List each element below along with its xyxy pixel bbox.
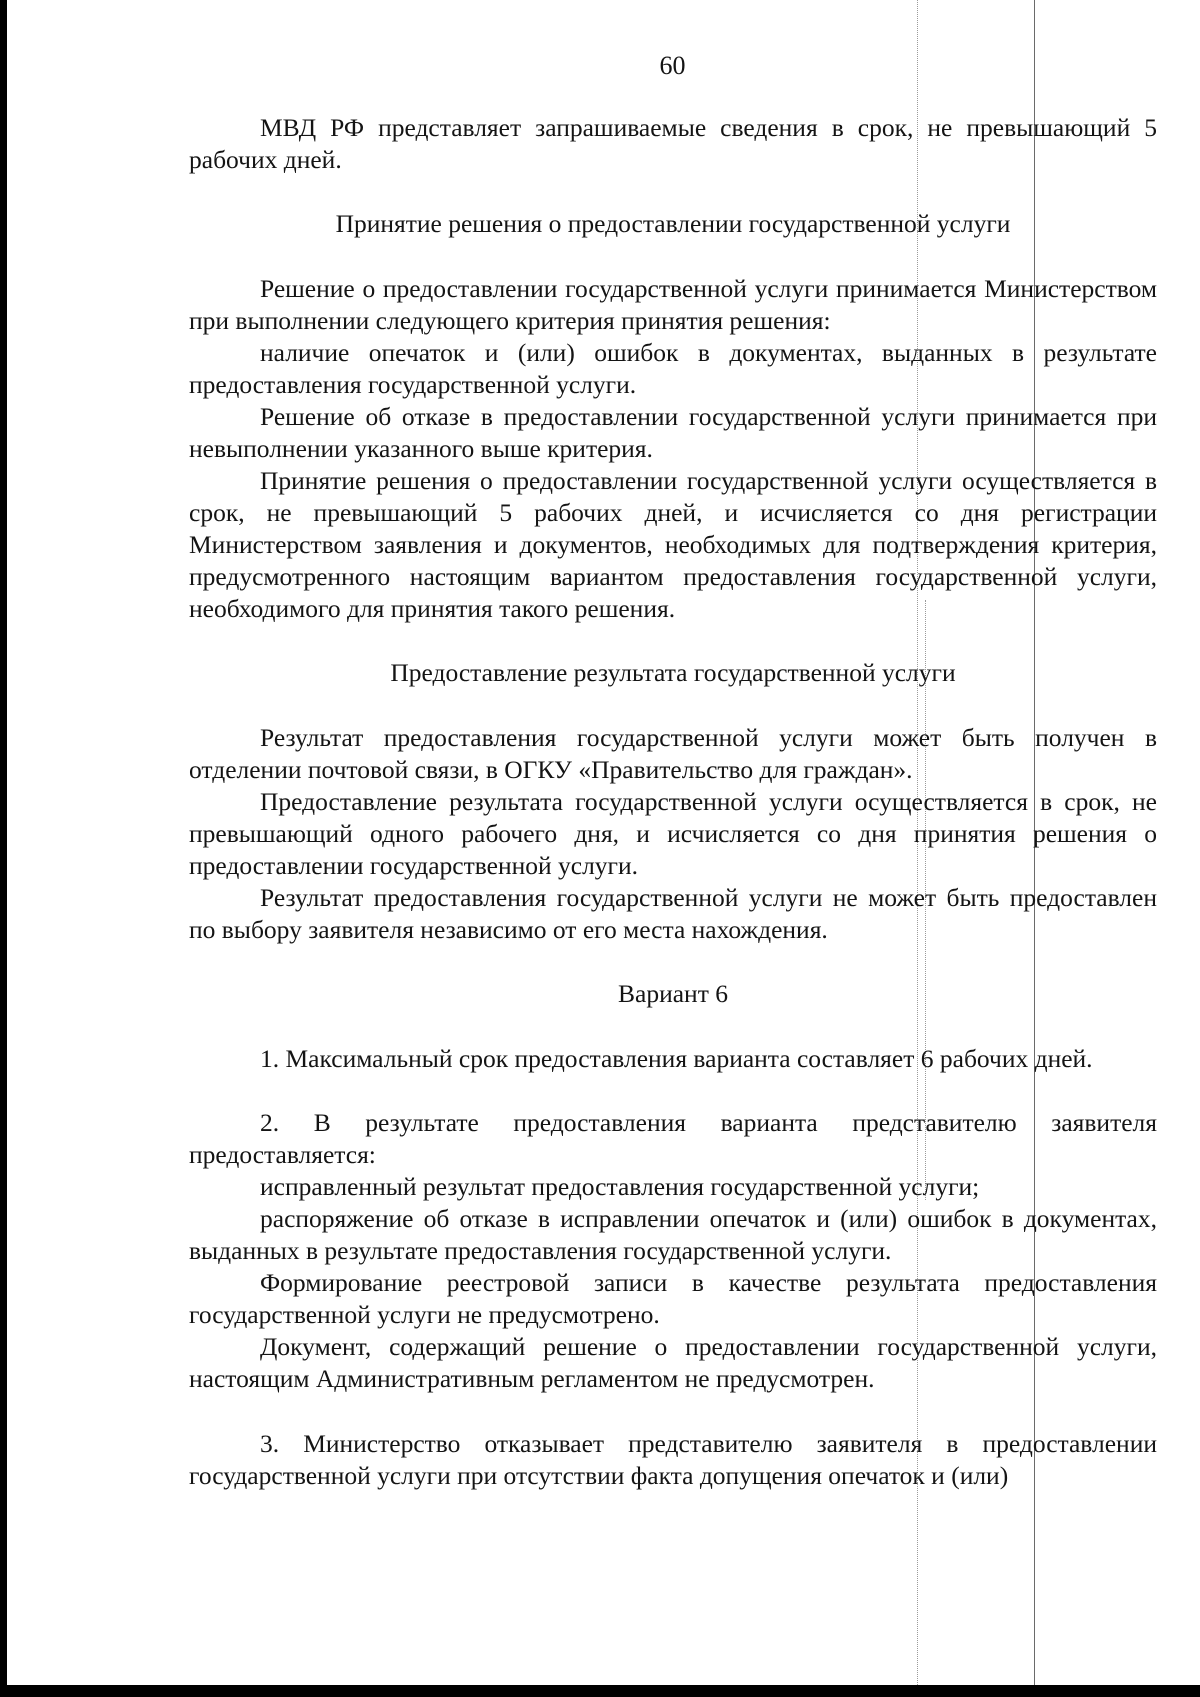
paragraph: Принятие решения о предоставлении государственной услуги осуществляется в срок, не превышающий 5 рабочих дней, и исчисляется со дня регистрации Министерством заявления и документов, необходимых для подтверждения критерия, предусмотренного настоящим вариантом предоставления государственной услуги, необходимого для принятия такого решения. — [189, 466, 1157, 623]
blank-line — [189, 1075, 1157, 1107]
blank-line — [189, 1010, 1157, 1043]
scan-border-left — [0, 0, 7, 1697]
section-heading: Принятие решения о предоставлении государственной услуги — [335, 209, 1011, 238]
paragraph: Результат предоставления государственной услуги может быть получен в отделении почтовой связи, в ОГКУ «Правительство для граждан». — [189, 723, 1157, 784]
paragraph: 3. Министерство отказывает представителю заявителя в предоставлении государственной услуги при отсутствии факта допущения опечаток и (или) — [189, 1429, 1157, 1490]
section-heading: Предоставление результата государственной услуги — [390, 658, 956, 687]
paragraph: 1. Максимальный срок предоставления варианта составляет 6 рабочих дней. — [260, 1044, 1093, 1073]
page-number: 60 — [659, 51, 686, 80]
paragraph: наличие опечаток и (или) ошибок в документах, выданных в результате предоставления государственной услуги. — [189, 338, 1157, 399]
blank-line — [189, 625, 1157, 657]
blank-line — [189, 176, 1157, 208]
paragraph: Результат предоставления государственной услуги не может быть предоставлен по выбору заявителя независимо от его места нахождения. — [189, 883, 1157, 944]
section-heading: Вариант 6 — [618, 979, 728, 1008]
blank-line — [189, 689, 1157, 722]
paragraph: распоряжение об отказе в исправлении опечаток и (или) ошибок в документах, выданных в результате предоставления государственной услуги. — [189, 1204, 1157, 1265]
scan-border-bottom — [0, 1685, 1200, 1697]
paragraph: Предоставление результата государственной услуги осуществляется в срок, не превышающий одного рабочего дня, и исчисляется со дня принятия решения о предоставлении государственной услуги. — [189, 787, 1157, 880]
paragraph: МВД РФ представляет запрашиваемые сведения в срок, не превышающий 5 рабочих дней. — [189, 113, 1157, 174]
paragraph: исправленный результат предоставления государственной услуги; — [260, 1172, 980, 1201]
paragraph: Решение о предоставлении государственной услуги принимается Министерством при выполнении следующего критерия принятия решения: — [189, 274, 1157, 335]
blank-line — [189, 240, 1157, 273]
paragraph: Решение об отказе в предоставлении государственной услуги принимается при невыполнении указанного выше критерия. — [189, 402, 1157, 463]
paragraph: 2. В результате предоставления варианта представителю заявителя предоставляется: — [189, 1108, 1157, 1169]
paragraph: Формирование реестровой записи в качестве результата предоставления государственной услуги не предусмотрено. — [189, 1268, 1157, 1329]
blank-line — [189, 946, 1157, 978]
paragraph: Документ, содержащий решение о предоставлении государственной услуги, настоящим Административным регламентом не предусмотрен. — [189, 1332, 1157, 1393]
blank-line — [189, 1395, 1157, 1428]
document-body — [189, 112, 1157, 1492]
